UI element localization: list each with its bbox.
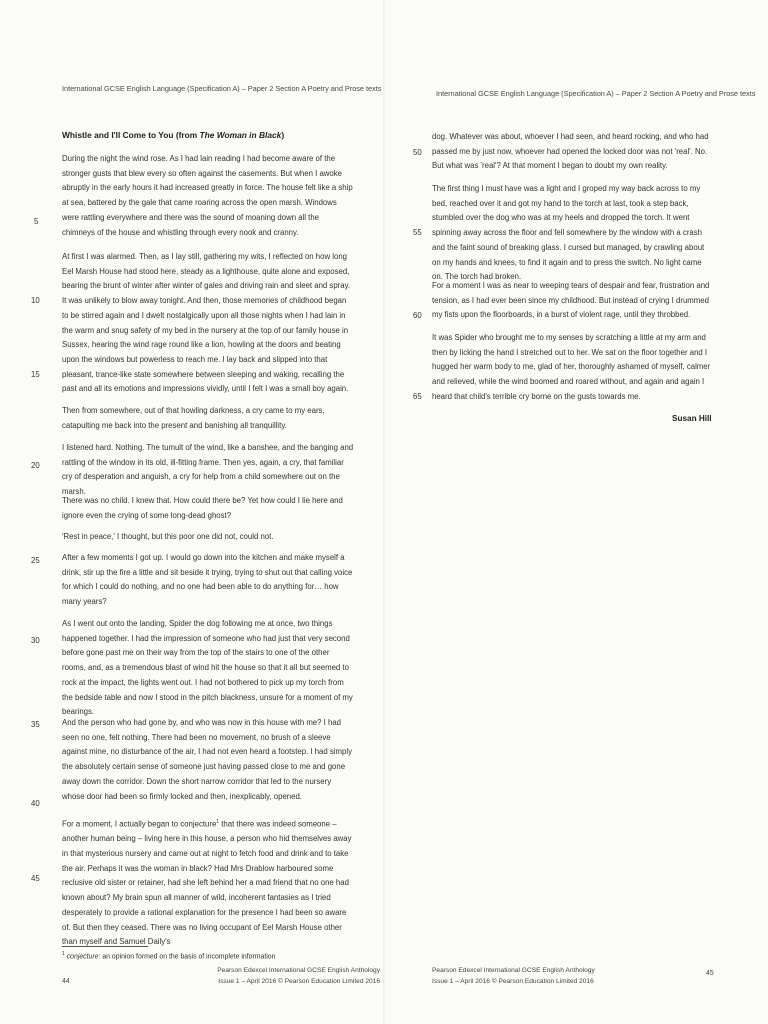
line-number: 30	[31, 636, 40, 645]
paragraph: There was no child. I knew that. How could there be? Yet how could I lie here and ignore even the crying of some long-dead ghost?	[62, 496, 343, 520]
line-number: 60	[413, 311, 422, 320]
line-number: 20	[31, 461, 40, 470]
line-number: 40	[31, 799, 40, 808]
paragraph: I listened hard. Nothing. The tumult of the wind, like a banshee, and the banging and rattling of the window in its old, ill-fitting frame. Then yes, again, a cry, that familiar cry of desperation and anguish, a cry for help from a child somewhere out on the marsh.	[62, 443, 354, 497]
line-number: 15	[31, 370, 40, 379]
running-header: International GCSE English Language (Specification A) – Paper 2 Section A Poetry and Prose texts	[62, 84, 382, 93]
page-number: 44	[62, 978, 70, 985]
passage-title: Whistle and I'll Come to You (from The Woman in Black)	[62, 130, 285, 140]
paragraph: 'Rest in peace,' I thought, but this poor one did not, could not.	[62, 532, 274, 541]
footnote-rule	[62, 946, 148, 947]
line-number: 50	[413, 148, 422, 157]
paragraph: dog. Whatever was about, whoever I had seen, and heard rocking, and who had passed me by just now, whoever had opened the locked door was not 'real'. No. But what was 'real'? At that moment I began to doubt my own reality.	[432, 132, 709, 171]
paragraph: At first I was alarmed. Then, as I lay still, gathering my wits, I reflected on how long Eel Marsh House had stood here, steady as a lighthouse, quite alone and exposed, bearing the brunt of winter after winter of gales and driving rain and sleet and spray. It was unlikely to blow away tonight. And then, those memories of childhood began to be stirred again and I dwelt nostalgically upon all those nights when I had lain in the warm and snug safety of my bed in the nursery at the top of our family house in Sussex, hearing the wind rage round like a lion, howling at the doors and beating upon the windows but powerless to reach me. I lay back and slipped into that pleasant, trance-like state somewhere between sleeping and waking, recalling the past and all its emotions and impressions vividly, until I felt I was a small boy again.	[62, 252, 351, 394]
book-title: The Woman in Black	[199, 130, 282, 140]
line-number: 10	[31, 296, 40, 305]
running-header: International GCSE English Language (Specification A) – Paper 2 Section A Poetry and Prose texts	[436, 89, 756, 98]
line-number: 5	[34, 217, 39, 226]
footnote-marker: 1	[216, 819, 220, 825]
paragraph: And the person who had gone by, and who was now in this house with me? I had seen no one, felt nothing. There had been no movement, no brush of a sleeve against mine, no disturbance of the air, I had not even heard a footstep. I had simply the absolutely certain sense of someone just having passed close to me and gone away down the corridor. Down the short narrow corridor that led to the nursery whose door had been so firmly locked and then, inexplicably, opened.	[62, 718, 352, 801]
line-number: 65	[413, 392, 422, 401]
line-number: 25	[31, 556, 40, 565]
paragraph: As I went out onto the landing, Spider the dog following me at once, two things happened together. I had the impression of someone who had just that very second before gone past me on their way from the top of the stairs to one of the other rooms, and, as a tremendous blast of wind hit the house so that it all but seemed to rock at the impact, the lights went out. I had not bothered to pick up my torch from the bedside table and now I stood in the pitch blackness, unsure for a moment of my bearings.	[62, 619, 353, 717]
paragraph: For a moment, I actually began to conjecture$^1$ that there was indeed someone – another human being – living here in this house, a person who hid themselves away in that mysterious nursery and came out at night to fetch food and drink and to take the air. Perhaps it was the woman in black? Had Mrs Drablow harboured some reclusive old sister or retainer, had she left behind her a mad friend that no one had known about? My brain spun all manner of wild, incoherent fantasies as I tried desperately to provide a rational explanation for the presence I had been so aware of. But then they ceased. There was no living occupant of Eel Marsh House other than myself and Samuel Daily's	[62, 819, 352, 947]
author-name: Susan Hill	[672, 414, 712, 423]
paragraph: It was Spider who brought me to my senses by scratching a little at my arm and then by licking the hand I stretched out to her. We sat on the floor together and I hugged her warm body to me, glad of her, thoroughly ashamed of myself, calmer and relieved, while the wind boomed and roared without, and again and again I heard that child's terrible cry borne on the gusts towards me.	[432, 333, 711, 401]
paragraph: After a few moments I got up. I would go down into the kitchen and make myself a drink, stir up the fire a little and sit beside it trying, trying to shut out that calling voice for which I could do nothing, and no one had been able to do anything for… how many years?	[62, 553, 353, 607]
line-number: 45	[31, 874, 40, 883]
paragraph: Then from somewhere, out of that howling darkness, a cry came to my ears, catapulting me back into the present and banishing all tranquillity.	[62, 406, 325, 430]
footnote: $^1$ conjecture: an opinion formed on the basis of incomplete information	[62, 951, 276, 961]
paragraph: The first thing I must have was a light and I groped my way back across to my bed, reached over it and got my hand to the torch at last, took a step back, stumbled over the dog who was at my heels and dropped the torch. It went spinning away across the floor and fell somewhere by the window with a crash and the faint sound of breaking glass. I cursed but managed, by crawling about on my hands and knees, to find it again and to press the switch. No light came on. The torch had broken.	[432, 184, 705, 282]
line-number: 55	[413, 228, 422, 237]
page-number: 45	[706, 970, 714, 977]
paragraph: For a moment I was as near to weeping tears of despair and fear, frustration and tension, as I had ever been since my childhood. But instead of crying I drummed my fists upon the floorboards, in a burst of violent rage, until they throbbed.	[432, 281, 710, 320]
paragraph: During the night the wind rose. As I had lain reading I had become aware of the stronger gusts that blew every so often against the casements. But when I awoke abruptly in the early hours it had increased greatly in force. The house felt like a ship at sea, battered by the gale that came roaring across the open marsh. Windows were rattling everywhere and there was the sound of moaning down all the chimneys of the house and whistling through every nook and cranny.	[62, 154, 353, 237]
footer: Pearson Edexcel International GCSE English Anthology Issue 1 – April 2016 © Pearson Education Limited 2016	[432, 967, 595, 985]
line-number: 35	[31, 720, 40, 729]
footer: Pearson Edexcel International GCSE English Anthology Issue 1 – April 2016 © Pearson Education Limited 2016	[217, 967, 380, 985]
